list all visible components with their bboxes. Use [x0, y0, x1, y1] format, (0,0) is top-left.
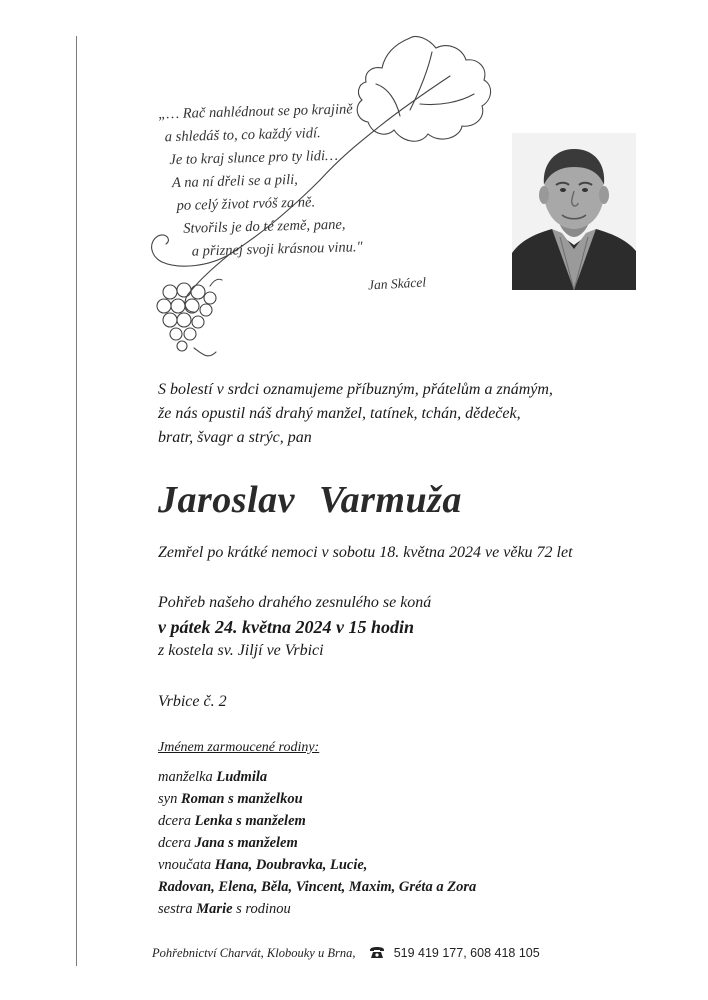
family-row — [158, 898, 476, 920]
poem-line: A na ní dřeli se a pili, — [171, 171, 299, 192]
poem-line: „… Rač nahlédnout se po krajině — [158, 101, 353, 123]
family-relation: sestra — [158, 901, 197, 917]
phone-numbers: 519 419 177, 608 418 105 — [393, 946, 540, 960]
family-member: Radovan, Elena, Běla, Vincent, Maxim, Gréta a Zora — [158, 879, 477, 895]
family-member: Roman s manželkou — [180, 791, 303, 807]
family-relation: dcera — [158, 813, 195, 829]
family-list — [158, 766, 476, 920]
poem-line: Stvořils je do té země, pane, — [183, 216, 346, 237]
family-relation: manželka — [158, 769, 217, 785]
funeral-company: Pohřebnictví Charvát, Klobouky u Brna, — [152, 946, 356, 960]
poem-line: po celý život rvóš za ně. — [176, 194, 316, 214]
family-row — [158, 766, 476, 788]
poem-author: Jan Skácel — [367, 274, 427, 293]
family-member: Marie — [196, 901, 233, 917]
poem-line: a shledáš to, co každý vidí. — [164, 125, 321, 146]
funeral-service-footer — [152, 946, 540, 963]
death-line: Zemřel po krátké nemoci v sobotu 18. května 2024 ve věku 72 let — [158, 544, 573, 561]
family-member: Ludmila — [216, 769, 268, 785]
funeral-place: z kostela sv. Jiljí ve Vrbici — [158, 642, 324, 659]
page-edge-line — [76, 36, 77, 966]
intro-line: že nás opustil náš drahý manžel, tatínek, tchán, dědeček, — [158, 405, 521, 422]
family-relation: dcera — [158, 835, 195, 851]
first-name: Jaroslav — [158, 479, 295, 521]
family-row — [158, 810, 476, 832]
deceased-name — [158, 478, 462, 522]
family-suffix: s rodinou — [232, 901, 291, 917]
family-member: Lenka s manželem — [194, 813, 306, 829]
poem-line: a přiznej svoji krásnou vinu." — [191, 239, 363, 260]
family-row — [158, 854, 476, 876]
poem — [158, 97, 422, 265]
telephone-icon — [369, 946, 385, 963]
family-member: Jana s manželem — [194, 835, 298, 851]
family-member: Hana, Doubravka, Lucie, — [214, 857, 368, 873]
funeral-date: v pátek 24. května 2024 v 15 hodin — [158, 617, 414, 637]
family-row — [158, 788, 476, 810]
poem-line: Je to kraj slunce pro ty lidi… — [169, 147, 339, 169]
last-name: Varmuža — [319, 479, 462, 521]
family-row — [158, 876, 476, 898]
funeral-info — [158, 591, 431, 663]
announcement-intro — [158, 378, 553, 450]
deceased-portrait — [512, 133, 636, 290]
family-row — [158, 832, 476, 854]
home-address: Vrbice č. 2 — [158, 693, 227, 710]
intro-line: bratr, švagr a strýc, pan — [158, 429, 312, 446]
funeral-intro: Pohřeb našeho drahého zesnulého se koná — [158, 594, 432, 611]
family-heading: Jménem zarmoucené rodiny: — [158, 740, 320, 755]
family-relation: vnoučata — [158, 857, 215, 873]
intro-line: S bolestí v srdci oznamujeme příbuzným, přátelům a známým, — [158, 381, 553, 398]
family-relation: syn — [158, 791, 181, 807]
